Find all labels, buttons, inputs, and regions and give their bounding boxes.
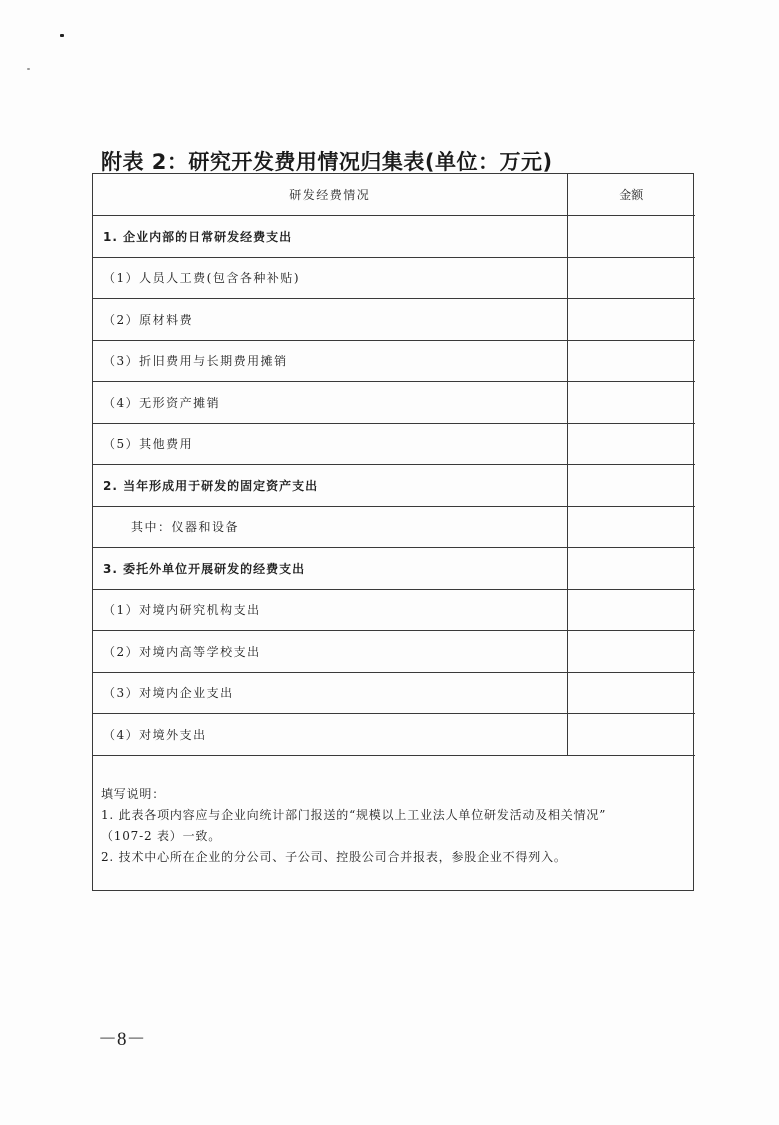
table-row — [93, 714, 695, 756]
amount-cell[interactable] — [567, 714, 695, 756]
amount-cell[interactable] — [567, 589, 695, 631]
row-label: （3）对境内企业支出 — [93, 672, 567, 714]
row-label: （1）人员人工费(包含各种补贴) — [93, 257, 567, 299]
table-row — [93, 506, 695, 548]
table-row — [93, 216, 695, 258]
amount-cell[interactable] — [567, 340, 695, 382]
page-title: 附表 2：研究开发费用情况归集表(单位：万元) — [101, 150, 553, 174]
table-row — [93, 299, 695, 341]
amount-cell[interactable] — [567, 299, 695, 341]
table-header-row — [93, 174, 695, 216]
table-row — [93, 423, 695, 465]
table-row — [93, 257, 695, 299]
amount-cell[interactable] — [567, 506, 695, 548]
scan-speck — [60, 34, 64, 37]
row-label: （4）无形资产摊销 — [93, 382, 567, 424]
amount-cell[interactable] — [567, 423, 695, 465]
amount-cell[interactable] — [567, 672, 695, 714]
row-label: （2）对境内高等学校支出 — [93, 631, 567, 673]
table-row — [93, 340, 695, 382]
table-row — [93, 465, 695, 507]
row-label: 其中：仪器和设备 — [93, 506, 567, 548]
table-row — [93, 589, 695, 631]
amount-cell[interactable] — [567, 257, 695, 299]
row-label: （1）对境内研究机构支出 — [93, 589, 567, 631]
amount-cell[interactable] — [567, 631, 695, 673]
row-label: （3）折旧费用与长期费用摊销 — [93, 340, 567, 382]
scan-speck — [27, 68, 30, 70]
row-label: （4）对境外支出 — [93, 714, 567, 756]
row-label: 1. 企业内部的日常研发经费支出 — [93, 216, 567, 258]
table-row — [93, 382, 695, 424]
amount-cell[interactable] — [567, 382, 695, 424]
page-number: －8－ — [98, 1029, 146, 1050]
note-line: 2. 技术中心所在企业的分公司、子公司、控股公司合并报表，参股企业不得列入。 — [101, 849, 567, 864]
amount-cell[interactable] — [567, 465, 695, 507]
table-row — [93, 631, 695, 673]
filling-instructions — [93, 756, 693, 890]
header-description: 研发经费情况 — [93, 174, 567, 216]
table-row — [93, 548, 695, 590]
row-label: 3. 委托外单位开展研发的经费支出 — [93, 548, 567, 590]
row-label: （2）原材料费 — [93, 299, 567, 341]
amount-cell[interactable] — [567, 548, 695, 590]
row-label: 2. 当年形成用于研发的固定资产支出 — [93, 465, 567, 507]
note-line: 1. 此表各项内容应与企业向统计部门报送的“规模以上工业法人单位研发活动及相关情况” — [101, 807, 607, 822]
header-amount: 金额 — [567, 174, 695, 216]
row-label: （5）其他费用 — [93, 423, 567, 465]
note-line: （107-2 表）一致。 — [101, 828, 222, 843]
table-row — [93, 672, 695, 714]
amount-cell[interactable] — [567, 216, 695, 258]
notes-heading: 填写说明： — [101, 786, 166, 801]
rd-expense-table — [92, 173, 694, 891]
